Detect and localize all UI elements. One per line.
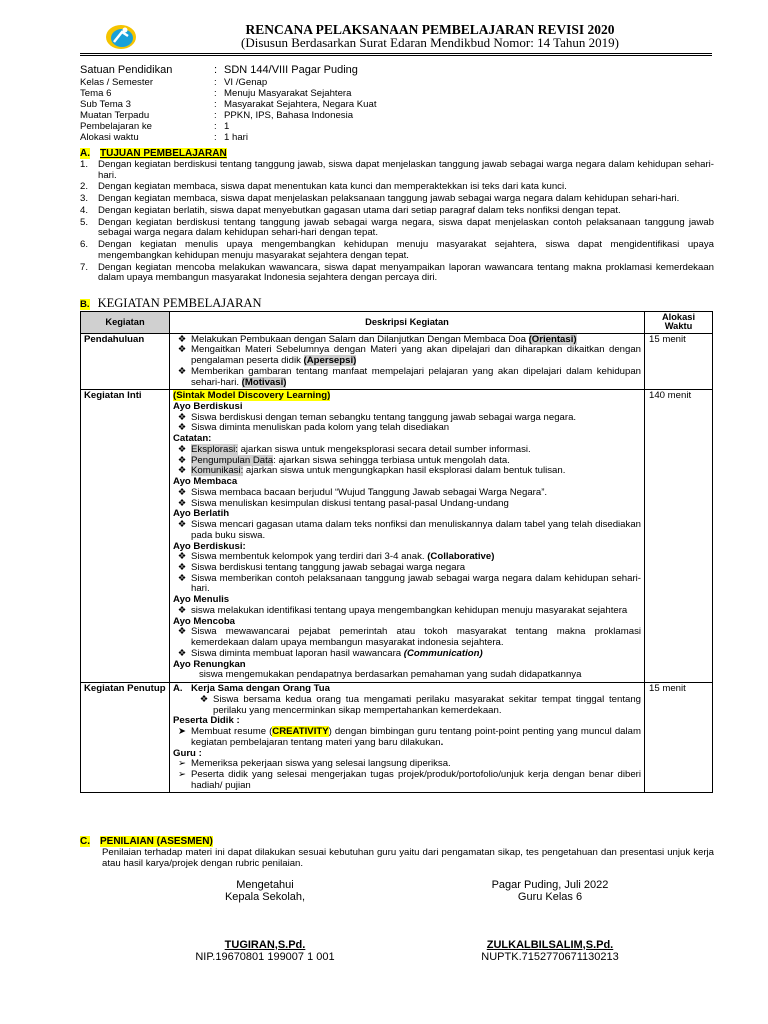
assessment-text: Penilaian terhadap materi ini dapat dilakukan sesuai kebutuhan guru yaitu dari pengamatan sikap, tes pengetahuan dan presentasi unjuk kerja atau hasil karya/projek dengan rubric penilaian.: [102, 847, 714, 869]
row-description: ❖ Melakukan Pembukaan dengan Salam dan Dilanjutkan Dengan Membaca Doa (Orientasi) ❖ Mengaitkan Materi Sebelumnya dengan Materi yang akan dipelajari dan diharapkan dikaitkan dengan pengalaman peserta didik (Apersepsi) ❖ Memberikan gambaran tentang manfaat mempelajari pelajaran yang akan dipelajari dalam kehidupan sehari-hari. (Motivasi): [170, 333, 645, 390]
list-item: 5. Dengan kegiatan berdiskusi tentang tanggung jawab sebagai warga negara, siswa dapat menjelaskan contoh pelaksanaan tanggung jawab sebagai warga negara dalam kehidupan sehari-hari dengan tepat.: [80, 216, 714, 239]
table-header-row: [81, 312, 713, 334]
table-row: [81, 390, 713, 683]
list-item: 4. Dengan kegiatan berlatih, siswa dapat menyebutkan gagasan utama dari setiap paragraf dalam teks nonfiksi dengan tepat.: [80, 204, 621, 216]
section-a-heading: A. TUJUAN PEMBELAJARAN: [80, 148, 227, 159]
list-item: 7. Dengan kegiatan mencoba melakukan wawancara, siswa dapat menyampaikan laporan wawancara tentang makna proklamasi kemerdekaan dalam upaya membangun masyarakat Indonesia sejahtera dengan percaya diri.: [80, 261, 714, 284]
learning-objectives-list: [80, 160, 714, 285]
identity-row: Muatan Terpadu : PPKN, IPS, Bahasa Indonesia: [80, 110, 354, 121]
row-time: 15 menit: [645, 333, 713, 390]
list-item: 3. Dengan kegiatan membaca, siswa dapat menjelaskan pelaksanaan tanggung jawab sebagai warga negara dalam kehidupan sehari-hari.: [80, 193, 680, 205]
identity-row: Sub Tema 3 : Masyarakat Sejahtera, Negara Kuat: [80, 99, 377, 110]
header-divider-2: [80, 55, 712, 56]
identity-block: [80, 63, 377, 143]
row-label: Kegiatan Penutup: [81, 683, 170, 793]
document-title: RENCANA PELAKSANAAN PEMBELAJARAN REVISI 2020: [245, 22, 615, 37]
table-row: [81, 683, 713, 793]
row-time: 140 menit: [645, 390, 713, 683]
header-divider: [80, 53, 712, 54]
signatory-name: TUGIRAN,S.Pd.: [224, 938, 306, 951]
table-row: [81, 333, 713, 390]
header-cell: Kegiatan: [81, 312, 170, 334]
list-item: 6. Dengan kegiatan menulis upaya mengembangkan kehidupan menuju masyarakat sejahtera, siswa dapat mengidentifikasi upaya mengembangkan kehidupan menuju masyarakat sejahtera dengan tepat.: [80, 239, 714, 261]
identity-row: Kelas / Semester : VI /Genap: [80, 77, 268, 88]
section-b-heading: B. KEGIATAN PEMBELAJARAN: [80, 296, 262, 310]
signature-left: Mengetahui Kepala Sekolah, TUGIRAN,S.Pd. NIP.19670801 199007 1 001: [170, 879, 360, 963]
signatory-name: ZULKALBILSALIM,S.Pd.: [486, 938, 614, 951]
identity-row: Alokasi waktu : 1 hari: [80, 132, 248, 143]
header-cell: Alokasi Waktu: [645, 312, 713, 334]
section-c-heading: C. PENILAIAN (ASESMEN): [80, 836, 213, 847]
identity-row: Tema 6 : Menuju Masyarakat Sejahtera: [80, 88, 352, 99]
signature-right: Pagar Puding, Juli 2022 Guru Kelas 6 ZULKALBILSALIM,S.Pd. NUPTK.7152770671130213: [450, 879, 650, 963]
identity-row: Pembelajaran ke : 1: [80, 121, 230, 132]
row-time: 15 menit: [645, 683, 713, 793]
document-subtitle: (Disusun Berdasarkan Surat Edaran Mendikbud Nomor: 14 Tahun 2019): [241, 35, 619, 50]
row-label: Pendahuluan: [81, 333, 170, 390]
identity-row: Satuan Pendidikan : SDN 144/VIII Pagar Puding: [80, 64, 358, 76]
row-description: A. Kerja Sama dengan Orang Tua ❖ Siswa bersama kedua orang tua mengamati perilaku masyarakat sekitar tempat tinggal tentang perilaku yang mencerminkan sikap mempertahankan kemerdekaan. Peserta Didik : ➤ Membuat resume (CREATIVITY) dengan bimbingan guru tentang point-point penting yang muncul dalam kegiatan pembelajaran tentang materi yang baru dilakukan. Guru : ➢ Memeriksa pekerjaan siswa yang selesai langsung diperiksa. ➢ Peserta didik yang selesai mengerjakan tugas projek/produk/portofolio/unjuk kerja dengan benar diberi hadiah/ pujian: [170, 683, 645, 793]
list-item: 1. Dengan kegiatan berdiskusi tentang tanggung jawab, siswa dapat menjelaskan tanggung jawab sebagai warga negara dalam kehidupan sehari-hari.: [80, 159, 714, 181]
row-description: (Sintak Model Discovery Learning) Ayo Berdiskusi ❖ Siswa berdiskusi dengan teman sebangku tentang tanggung jawab sebagai warga negara. ❖ Siswa diminta menuliskan pada kolom yang telah disediakan Catatan: ❖ Eksplorasi: ajarkan siswa untuk mengeksplorasi secara detail sumber informasi. ❖ Pengumpulan Data: ajarkan siswa sehingga terbiasa untuk mengolah data. ❖ Komunikasi: ajarkan siswa untuk mengungkapkan hasil eksplorasi dalam bentuk tulisan. Ayo Membaca ❖ Siswa membaca bacaan berjudul “Wujud Tanggung Jawab sebagai Warga Negara”. ❖ Siswa menuliskan kesimpulan diskusi tentang pasal-pasal Undang-undang Ayo Berlatih ❖ Siswa mencari gagasan utama dalam teks nonfiksi dan menuliskannya dalam tabel yang telah disediakan pada buku siswa. Ayo Berdiskusi: ❖ Siswa membentuk kelompok yang terdiri dari 3-4 anak. (Collaborative) ❖ Siswa berdiskusi tentang tanggung jawab sebagai warga negara ❖ Siswa memberikan contoh pelaksanaan tanggung jawab sebagai warga negara dalam kehidupan sehari-hari. Ayo Menulis ❖ siswa melakukan identifikasi tentang upaya mengembangkan kehidupan menuju masyarakat sejahtera Ayo Mencoba ❖ Siswa mewawancarai pejabat pemerintah atau tokoh masyarakat tentang makna proklamasi kemerdekaan dalam upaya membangun masyarakat indonesia sejahtera. ❖ Siswa diminta membuat laporan hasil wawancara (Communication) Ayo Renungkan siswa mengemukakan pendapatnya berdasarkan pemahaman yang sudah didapatkannya: [170, 390, 645, 683]
list-item: 2. Dengan kegiatan membaca, siswa dapat menentukan kata kunci dan memperaktekkan isi teks dari kata kunci.: [80, 181, 567, 193]
row-label: Kegiatan Inti: [81, 390, 170, 683]
activities-table: [80, 311, 713, 793]
header-cell: Deskripsi Kegiatan: [170, 312, 645, 334]
